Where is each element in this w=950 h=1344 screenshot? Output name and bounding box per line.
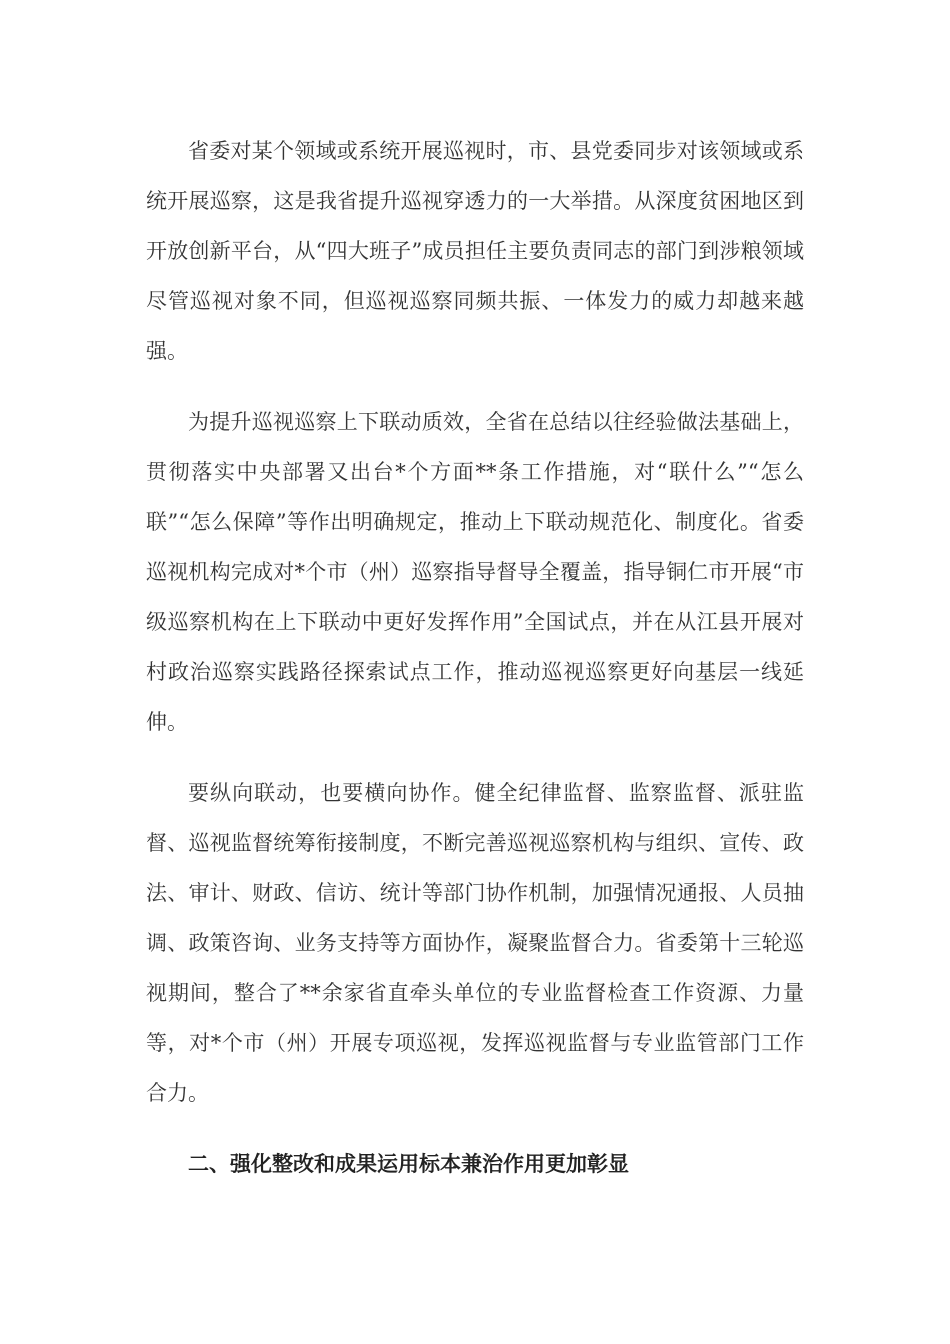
paragraph-2: 为提升巡视巡察上下联动质效，全省在总结以往经验做法基础上，贯彻落实中央部署又出台*个方面**条工作措施，对“联什么”“怎么联”“怎么保障”等作出明确规定，推动上下联动规范化、制度化。省委巡视机构完成对*个市（州）巡察指导督导全覆盖，指导铜仁市开展“市级巡察机构在上下联动中更好发挥作用”全国试点，并在从江县开展对村政治巡察实践路径探索试点工作，推动巡视巡察更好向基层一线延伸。 bbox=[146, 410, 804, 734]
section-heading: 二、强化整改和成果运用标本兼治作用更加彰显 bbox=[188, 1152, 629, 1176]
paragraph-3: 要纵向联动，也要横向协作。健全纪律监督、监察监督、派驻监督、巡视监督统筹衔接制度，不断完善巡视巡察机构与组织、宣传、政法、审计、财政、信访、统计等部门协作机制，加强情况通报、人员抽调、政策咨询、业务支持等方面协作，凝聚监督合力。省委第十三轮巡视期间，整合了**余家省直牵头单位的专业监督检查工作资源、力量等，对*个市（州）开展专项巡视，发挥巡视监督与专业监管部门工作合力。 bbox=[146, 781, 804, 1105]
paragraph-1: 省委对某个领域或系统开展巡视时，市、县党委同步对该领域或系统开展巡察，这是我省提升巡视穿透力的一大举措。从深度贫困地区到开放创新平台，从“四大班子”成员担任主要负责同志的部门到涉粮领域尽管巡视对象不同，但巡视巡察同频共振、一体发力的威力却越来越强。 bbox=[146, 139, 804, 363]
document-body bbox=[146, 126, 804, 1189]
